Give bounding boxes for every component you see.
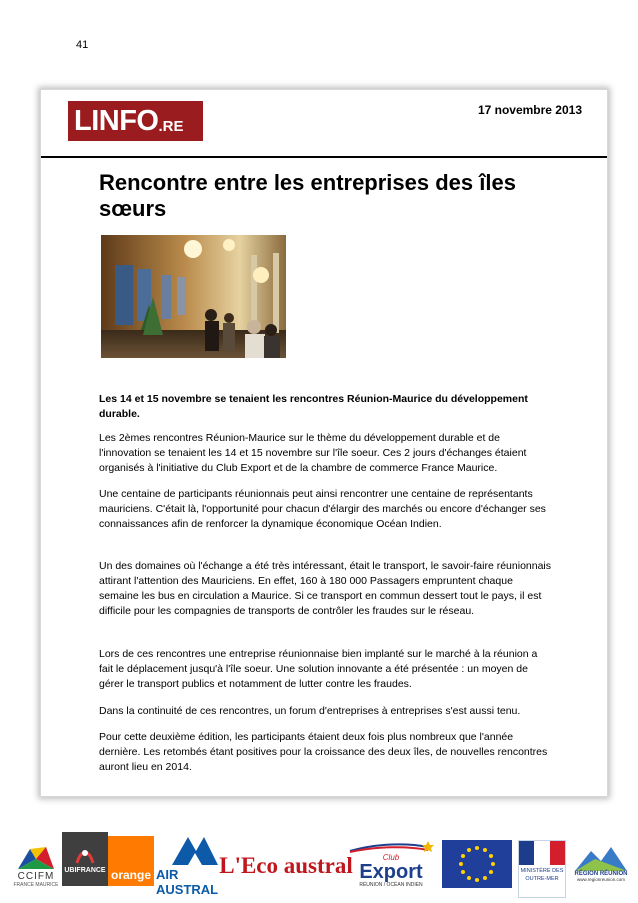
eu-flag-logo <box>442 840 512 888</box>
ubifrance-logo <box>62 832 108 886</box>
eco-austral-label: L'Eco austral <box>219 853 353 878</box>
conference-photo-image <box>101 235 286 358</box>
ubifrance-emblem-icon <box>73 845 97 867</box>
region-label: RÉGION RÉUNION <box>574 870 628 877</box>
region-url-label: www.regionreunion.com <box>576 876 626 882</box>
article-date: 17 novembre 2013 <box>477 103 582 117</box>
eco-austral-logo <box>219 846 353 886</box>
region-reunion-logo <box>572 838 630 888</box>
marianne-icon <box>519 841 565 865</box>
ccifm-emblem-icon <box>16 845 56 871</box>
ccifm-label: CCIFM <box>17 870 55 882</box>
region-reunion-emblem-icon <box>575 845 627 871</box>
club-export-logo <box>344 834 438 894</box>
air-austral-emblem-icon <box>168 835 222 867</box>
club-export-star-icon <box>348 841 434 853</box>
logo-suffix-text: .RE <box>158 117 184 135</box>
header-rule <box>41 156 607 158</box>
orange-label: orange <box>111 868 152 882</box>
article-paragraph: Une centaine de participants réunionnais peut ainsi rencontrer une centaine de représentants mauriciens. C'était là, l'opportunité pour chacun d'élargir des marchés ou encore d'échanger ses connaissances afin de renforcer la dynamique économique Océan Indien. <box>99 488 546 530</box>
logo-main-text: LINFO <box>74 104 159 137</box>
page-number: 41 <box>76 39 89 51</box>
article-lead: Les 14 et 15 novembre se tenaient les rencontres Réunion-Maurice du développement durable. <box>99 393 528 420</box>
linfo-logo <box>68 101 203 141</box>
export-sub-label: RÉUNION / OCÉAN INDIEN <box>359 881 423 888</box>
article-paragraph: Pour cette deuxième édition, les participants étaient deux fois plus nombreux que l'année dernière. Les retombés étant positives pour la croissance des deux îles, de nouvelles rencontres auront lieu en 2014. <box>99 731 548 773</box>
article-paragraph: Un des domaines où l'échange a été très intéressant, était le transport, le savoir-faire réunionnais attirant l'attention des Mauriciens. En effet, 160 à 180 000 Passagers empruntent chaque semaine les bus en circulation a Maurice. Si ce transport en commun dessert tout le pays, il est difficile pour les compagnies de transports de contrôler les fraudes sur le réseau. <box>99 560 552 617</box>
ubifrance-label: UBIFRANCE <box>64 866 106 874</box>
ccifm-logo <box>12 836 60 896</box>
export-label: Export <box>359 860 423 883</box>
article-clipping <box>41 90 607 796</box>
ministere-logo <box>518 840 566 898</box>
article-title: Rencontre entre les entreprises des îles sœurs <box>99 170 516 221</box>
air-austral-label: AIR AUSTRAL <box>156 867 219 897</box>
article-paragraph: Dans la continuité de ces rencontres, un forum d'entreprises à entreprises s'est aussi tenu. <box>99 705 521 717</box>
article-photo <box>101 235 286 358</box>
article-paragraph: Lors de ces rencontres une entreprise réunionnaise bien implanté sur le marché à la réunion a fait le déplacement jusqu'à l'île soeur. Une solution innovante a été présentée : un moyen de gérer le transport publics et notamment de lutter contre les fraudes. <box>99 648 538 690</box>
ministere-label: MINISTÈRE DES OUTRE-MER <box>520 868 564 882</box>
sponsor-logos <box>0 822 638 903</box>
eu-stars-icon <box>457 844 497 884</box>
article-paragraph: Les 2èmes rencontres Réunion-Maurice sur le thème du développement durable et de l'innovation se tenaient les 14 et 15 novembre sur l'île soeur. Ces 2 jours d'échanges étaient organisés à l'initiative du Club Export et de la chambre de commerce France Maurice. <box>99 432 527 474</box>
club-label: Club <box>382 852 400 862</box>
ccifm-sub-label: FRANCE MAURICE <box>13 881 59 888</box>
orange-logo <box>108 836 154 886</box>
